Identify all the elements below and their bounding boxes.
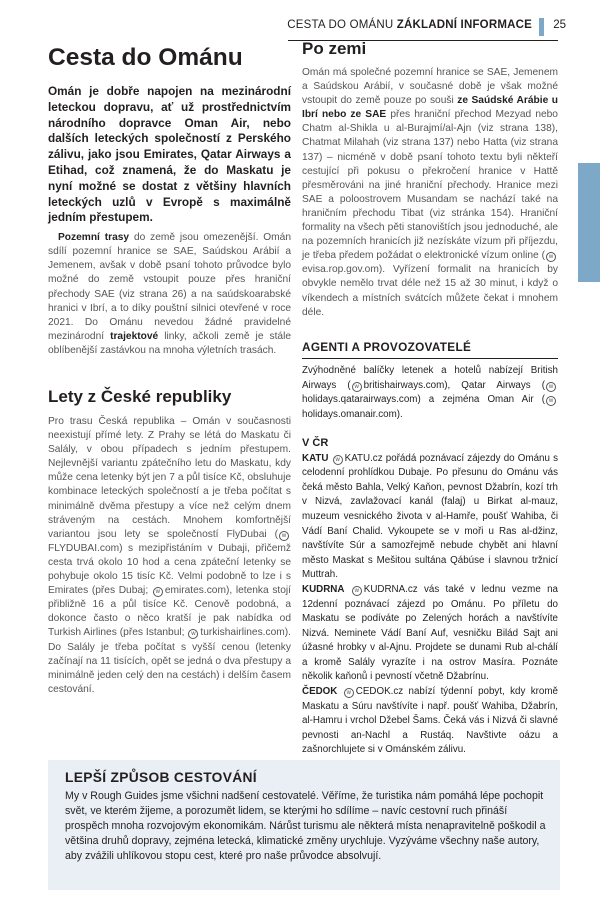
header-subsection: ZÁKLADNÍ INFORMACE bbox=[396, 19, 532, 31]
running-header bbox=[288, 18, 578, 36]
land-routes-paragraph: Pozemní trasy do země jsou omezenější. Omán sdílí pozemní hranice se SAE, Saúdskou Arábií a Jemenem, avšak v době psaní tohoto průvodce bylo možné do země vstoupit pouze přes hraniční přechody SAE (viz strana 26) a na saúdskoarabské hranici v Ibrí, a to díky pouštní silnici otevřené v roce 2021. Do Ománu nevedou žádné pravidelné mezinárodní trajektové linky, ačkoli země je stále oblíbenější zastávkou na mnoha výletních trasách. bbox=[48, 232, 291, 356]
link-katu[interactable]: KATU.cz bbox=[344, 452, 383, 464]
header-accent-bar bbox=[539, 18, 544, 36]
agent-kudrna-name: KUDRNA bbox=[302, 583, 345, 595]
globe-icon: w bbox=[352, 382, 362, 392]
globe-icon: w bbox=[279, 531, 289, 541]
globe-icon: w bbox=[546, 396, 556, 406]
link-evisa[interactable]: evisa.rop.gov.om bbox=[302, 264, 379, 276]
agent-cedok: ČEDOK w CEDOK.cz nabízí týdenní pobyt, kdy kromě Maskatu a Súru navštívíte i např. poušť Wahiba, Džabrín, al-Hamru i vrchol Džebel Šams. Čeká vás i Nizvá či slavné pevnosti an-Nachl a Rustáq. Navštivte oázu a zašnorchlujete si v Ománském zálivu. bbox=[302, 686, 558, 756]
right-column bbox=[302, 38, 558, 758]
globe-icon: w bbox=[352, 586, 362, 596]
agents-heading: AGENTI A PROVOZOVATELÉ bbox=[302, 339, 472, 354]
globe-icon: w bbox=[333, 455, 343, 465]
link-cedok[interactable]: CEDOK.cz bbox=[355, 686, 404, 698]
link-turkish[interactable]: turkishairlines.com bbox=[200, 627, 285, 639]
link-flydubai[interactable]: FLYDUBAI.com bbox=[48, 542, 120, 554]
flights-heading: Lety z České republiky bbox=[48, 387, 232, 407]
link-omanair-holidays[interactable]: holidays.omanair.com bbox=[302, 408, 397, 420]
overland-paragraph: Omán má společné pozemní hranice se SAE, Jemenem a Saúdskou Arábií, v současné době je však možné vstoupit do země pouze po souši ze Saúdské Arábie u Ibrí nebo ze SAE přes hraniční přechod Mezyad nebo Chatm al-Shikla u al-Burajmí/al-Ajn (viz strana 138), Chatmat Milahah (viz strana 137) nebo Hatta (viz strana 137) – nicméně v době psaní tohoto textu byli někteří cestující při pokusu o překročení hranice v Hattě přesměrováni na jiné hraniční přechody. Hranice mezi SAE a poloostrovem Musandam se nachází také na hraničním přechodu Tibat (viz stránka 154). Hraniční formality na všech pěti stanovištích jsou jednoduché, ale na pozemních hranicích již nezískáte vízum při příjezdu, je třeba předem požádat o elektronické vízum online ( wevisa.rop.gov.om). Vyřízení formalit na hranicích by obvykle nemělo trvat déle než 15 až 30 minut, i když o víkendech a místních svátcích můžete čekat i mnohem déle. bbox=[302, 67, 558, 318]
globe-icon: w bbox=[546, 252, 556, 262]
agents-rule bbox=[302, 358, 558, 360]
box-text: My v Rough Guides jsme všichni nadšení cestovatelé. Věříme, že turistika nám pomáhá lépe pochopit svět, ve kterém žijeme, a porozumět lidem, se kterými ho sdílíme – navíc cestovní ruch přináší prospěch mnoha rozvojovým ekonomikám. Nárůst turismu ale některá místa nenapravitelně poškodil a většina druhů dopravy, zejména letecká, klimatické změny urychluje. Vyzýváme všechny naše autory, aby zvážili uhlíkovou stopu cest, které pro naše průvodce absolvují. bbox=[65, 790, 546, 863]
page-title: Cesta do Ománu bbox=[48, 44, 243, 71]
header-section: CESTA DO OMÁNU bbox=[287, 19, 394, 31]
link-kudrna[interactable]: KUDRNA.cz bbox=[363, 583, 418, 595]
flights-paragraph: Pro trasu Česká republika – Omán v současnosti neexistují přímé lety. Z Prahy se létá do Maskatu či Salály, v obou případech s jedním přestupem. Nejlevnější variantu zpátečního letu do Maskatu, kdy může cena letenky být jen 7 a půl tisíce Kč, obsluhuje kombinace leteckých společností a je třeba počítat s minimálně dvěma přestupy a více než celým dnem stráveným na cestách. Mnohem komfortnější variantou jsou lety se společností FlyDubai ( wFLYDUBAI.com) s mezipřistáním v Dubaji, přičemž cesta trvá okolo 10 hod a cena zpáteční letenky se pohybuje okolo 15 tisíc Kč. Velmi podobně to lze i s Emirates (přes Dubaj; w emirates.com), letenka stojí přibližně 16 a půl tisíce Kč. Cenově podobná, a dokonce často o něco kratší je pak nabídka od Turkish Airlines (přes Istanbul; w turkishairlines.com). Do Salály je třeba počítat s vyšší cenou (letenky začínají na 11 tisících, opět se jedná o dva přestupy a minimálně jeden celý den na cestách) i delším časem cestování. bbox=[48, 416, 292, 695]
left-column bbox=[48, 44, 291, 697]
agent-kudrna: KUDRNA w KUDRNA.cz vás také v lednu vezme na 12denní poznávací zájezd po Ománu. Po příletu do Maskatu se podíváte po Zelených horách a navštívíte Nizvá. Neminete Vádí Baní Auf, vesničku Bilád Sajt ani úžasné hrobky v al-Ajnu. Projdete se dunami Rub al-chálí a kromě Salály vyrazíte i na ostrov Masíra. Poznáte několik kaňonů i pevností včetně Džabrínu. bbox=[302, 583, 558, 683]
better-travel-box bbox=[48, 760, 560, 890]
term-land-routes: Pozemní trasy bbox=[58, 232, 130, 244]
agents-section bbox=[302, 340, 558, 758]
page-number: 25 bbox=[553, 19, 566, 31]
agent-cedok-name: ČEDOK bbox=[302, 686, 338, 698]
link-qatar-holidays[interactable]: holidays.qatarairways.com bbox=[302, 394, 418, 406]
box-title: LEPŠÍ ZPŮSOB CESTOVÁNÍ bbox=[65, 770, 257, 785]
czech-agents-heading: V ČR bbox=[302, 436, 329, 449]
agents-paragraph: Zvýhodněné balíčky letenek a hotelů nabízejí British Airways ( w britishairways.com), Qatar Airways ( wholidays.qatarairways.com) a zejména Oman Air ( wholidays.omanair.com). bbox=[302, 365, 558, 420]
globe-icon: w bbox=[546, 382, 556, 392]
globe-icon: w bbox=[153, 587, 163, 597]
globe-icon: w bbox=[188, 629, 198, 639]
term-ferry: trajektové bbox=[110, 330, 159, 342]
agent-katu-name: KATU bbox=[302, 452, 329, 464]
chapter-side-tab bbox=[578, 163, 600, 282]
header-text bbox=[287, 19, 532, 31]
agent-katu: KATU w KATU.cz pořádá poznávací zájezdy do Ománu s celodenní prohlídkou Dubaje. Po přesunu do Ománu vás čeká město Bahla, Velký Kaňon, pevnost Džabrín, kozí trh v Nizvá, zavlažovací kanál (falaj) u Birkat al-mauz, muzeum vesnického života v al-Hamře, poušť Wahiba, či Vádí Baní Chalid. Vykoupete se v moři u Ras al-džinz, navštívíte Súr a samozřejmě nebude chybět ani hlavní město Maskat s Mešitou sultána Qábúse i slavnou tržnicí Muttrah. bbox=[302, 452, 558, 581]
overland-bold: ze Saúdské Arábie u Ibrí nebo ze SAE bbox=[302, 95, 558, 121]
overland-heading: Po zemi bbox=[302, 39, 367, 58]
globe-icon: w bbox=[344, 688, 354, 698]
link-britishairways[interactable]: britishairways.com bbox=[363, 379, 445, 391]
link-emirates[interactable]: emirates.com bbox=[164, 585, 226, 597]
lead-paragraph: Omán je dobře napojen na mezinárodní leteckou dopravu, ať už prostřednictvím národního dopravce Oman Air, nebo dalších leteckých společností z Perského zálivu, jako jsou Emirates, Qatar Airways a Etihad, což znamená, že do Maskatu je nyní možné se dostat z většiny hlavních leteckých uzlů v Evropě s maximálně jedním přestupem. bbox=[48, 84, 291, 225]
